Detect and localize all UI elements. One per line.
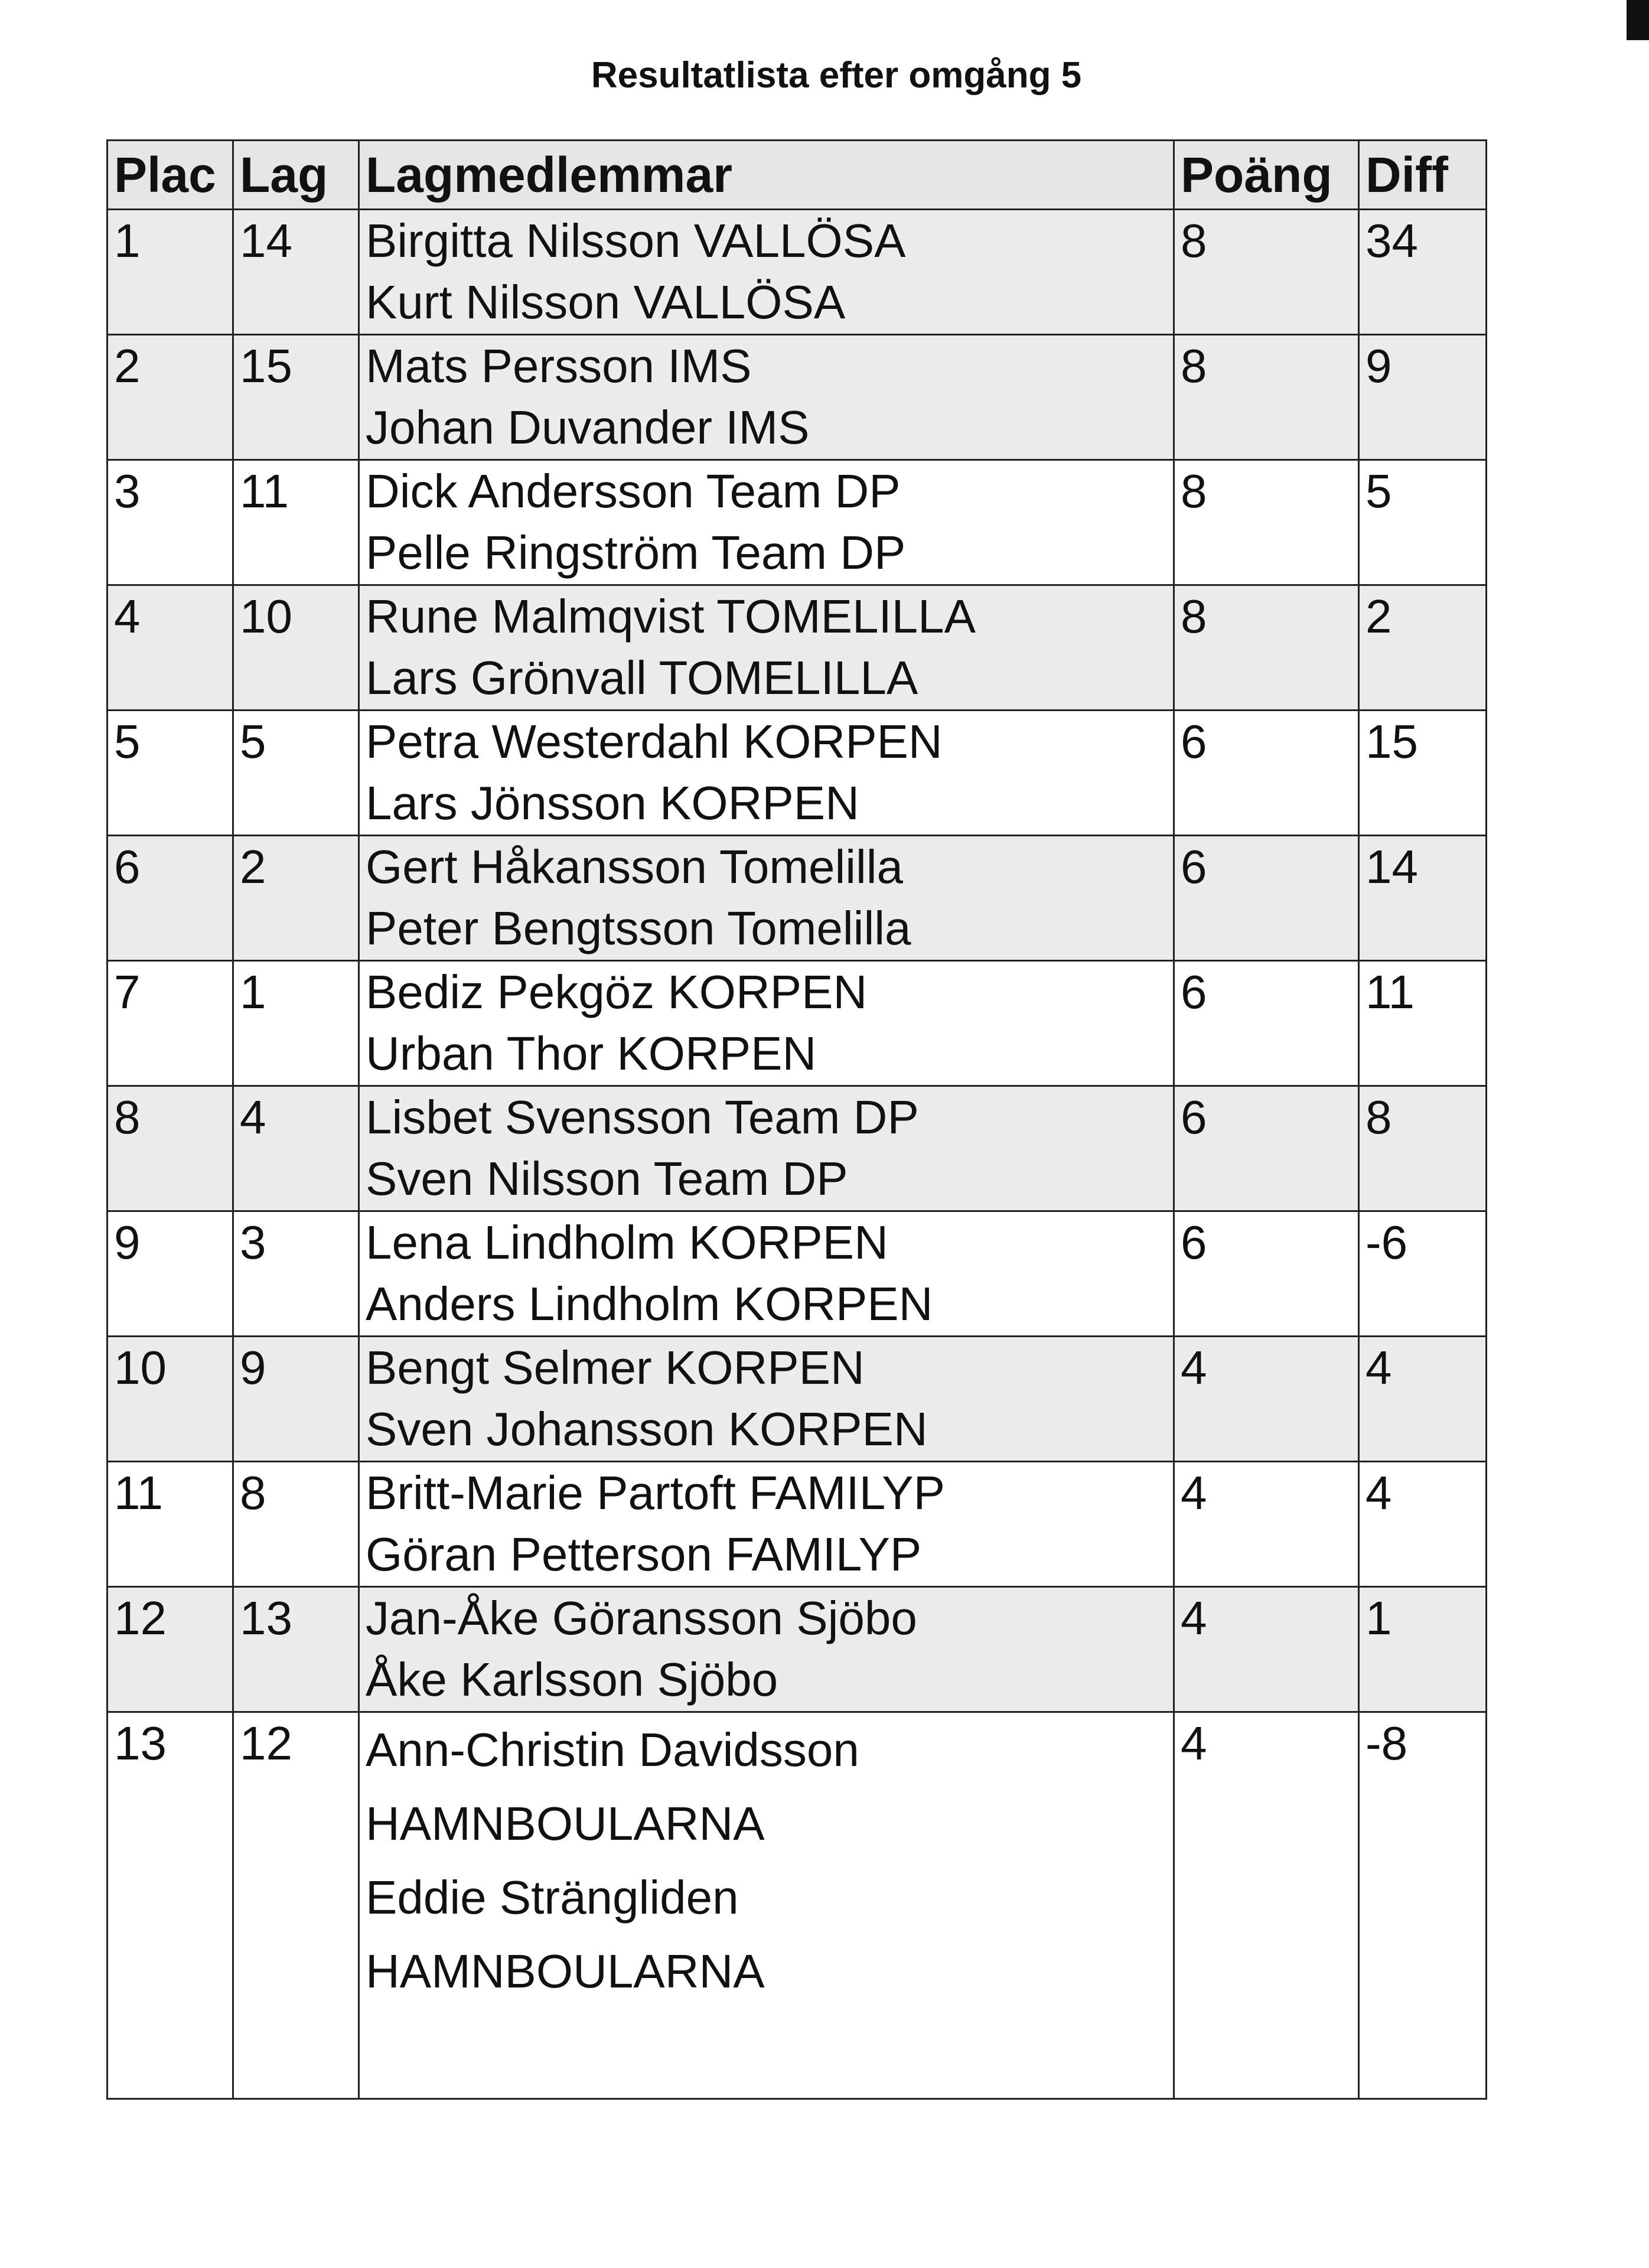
points-cell: 4 xyxy=(1174,1712,1359,2099)
header-row xyxy=(107,141,1487,210)
points-cell: 6 xyxy=(1174,1211,1359,1337)
member-name: Gert Håkansson Tomelilla xyxy=(366,840,904,893)
members-cell xyxy=(359,1712,1174,2099)
table-row xyxy=(107,1712,1487,2099)
lag-cell: 4 xyxy=(233,1086,359,1211)
plac-cell: 13 xyxy=(107,1712,233,2099)
lag-cell: 1 xyxy=(233,961,359,1086)
member-name: Petra Westerdahl KORPEN xyxy=(366,715,943,768)
plac-cell: 7 xyxy=(107,961,233,1086)
table-row xyxy=(107,1587,1487,1712)
member-name: Bediz Pekgöz KORPEN xyxy=(366,966,868,1018)
members-cell xyxy=(359,335,1174,460)
diff-cell: 4 xyxy=(1359,1462,1487,1587)
diff-cell: -8 xyxy=(1359,1712,1487,2099)
lag-cell: 9 xyxy=(233,1337,359,1462)
points-cell: 6 xyxy=(1174,711,1359,836)
member-name: Lars Jönsson KORPEN xyxy=(366,777,859,829)
table-row xyxy=(107,1086,1487,1211)
plac-cell: 3 xyxy=(107,460,233,585)
table-row xyxy=(107,1211,1487,1337)
diff-cell: 4 xyxy=(1359,1337,1487,1462)
header-diff: Diff xyxy=(1359,141,1487,210)
lag-cell: 14 xyxy=(233,210,359,335)
member-name: Anders Lindholm KORPEN xyxy=(366,1278,933,1330)
member-name: Johan Duvander IMS xyxy=(366,401,810,454)
diff-cell: 9 xyxy=(1359,335,1487,460)
members-cell xyxy=(359,1462,1174,1587)
points-cell: 6 xyxy=(1174,1086,1359,1211)
member-name: Jan-Åke Göransson Sjöbo xyxy=(366,1592,917,1644)
member-name: Lars Grönvall TOMELILLA xyxy=(366,651,918,704)
diff-cell: 14 xyxy=(1359,836,1487,961)
points-cell: 8 xyxy=(1174,335,1359,460)
points-cell: 8 xyxy=(1174,210,1359,335)
lag-cell: 10 xyxy=(233,585,359,711)
diff-cell: 2 xyxy=(1359,585,1487,711)
diff-cell: 8 xyxy=(1359,1086,1487,1211)
table-row xyxy=(107,1337,1487,1462)
table-row xyxy=(107,836,1487,961)
diff-cell: 34 xyxy=(1359,210,1487,335)
member-name: Kurt Nilsson VALLÖSA xyxy=(366,276,846,328)
points-cell: 4 xyxy=(1174,1337,1359,1462)
diff-cell: 15 xyxy=(1359,711,1487,836)
member-name: Göran Petterson FAMILYP xyxy=(366,1528,922,1581)
lag-cell: 5 xyxy=(233,711,359,836)
plac-cell: 6 xyxy=(107,836,233,961)
member-name: Mats Persson IMS xyxy=(366,340,752,392)
points-cell: 6 xyxy=(1174,836,1359,961)
plac-cell: 2 xyxy=(107,335,233,460)
members-cell xyxy=(359,1587,1174,1712)
lag-cell: 11 xyxy=(233,460,359,585)
member-name: Dick Andersson Team DP xyxy=(366,465,901,517)
points-cell: 8 xyxy=(1174,460,1359,585)
member-name: Urban Thor KORPEN xyxy=(366,1027,817,1080)
lag-cell: 12 xyxy=(233,1712,359,2099)
members-cell xyxy=(359,1337,1174,1462)
lag-cell: 15 xyxy=(233,335,359,460)
member-name: Lisbet Svensson Team DP xyxy=(366,1091,919,1143)
page-title: Resultatlista efter omgång 5 xyxy=(591,55,1082,96)
members-cell xyxy=(359,961,1174,1086)
member-name: Sven Nilsson Team DP xyxy=(366,1152,848,1205)
members-cell xyxy=(359,711,1174,836)
plac-cell: 1 xyxy=(107,210,233,335)
table-row xyxy=(107,1462,1487,1587)
member-name: Sven Johansson KORPEN xyxy=(366,1403,928,1455)
member-name: Pelle Ringström Team DP xyxy=(366,526,906,579)
plac-cell: 11 xyxy=(107,1462,233,1587)
header-members: Lagmedlemmar xyxy=(359,141,1174,210)
member-name: Eddie Strängliden xyxy=(366,1871,739,1924)
points-cell: 6 xyxy=(1174,961,1359,1086)
header-lag: Lag xyxy=(233,141,359,210)
plac-cell: 5 xyxy=(107,711,233,836)
diff-cell: 5 xyxy=(1359,460,1487,585)
points-cell: 4 xyxy=(1174,1587,1359,1712)
members-cell xyxy=(359,836,1174,961)
member-name: Britt-Marie Partoft FAMILYP xyxy=(366,1467,945,1519)
results-table xyxy=(106,139,1487,2100)
table-row xyxy=(107,961,1487,1086)
table-row xyxy=(107,210,1487,335)
header-plac: Plac xyxy=(107,141,233,210)
diff-cell: 11 xyxy=(1359,961,1487,1086)
members-cell xyxy=(359,210,1174,335)
member-name: Lena Lindholm KORPEN xyxy=(366,1216,888,1269)
member-name: Åke Karlsson Sjöbo xyxy=(366,1653,778,1706)
plac-cell: 10 xyxy=(107,1337,233,1462)
diff-cell: 1 xyxy=(1359,1587,1487,1712)
plac-cell: 9 xyxy=(107,1211,233,1337)
member-club: HAMNBOULARNA xyxy=(366,1797,765,1850)
members-cell xyxy=(359,585,1174,711)
members-cell xyxy=(359,1086,1174,1211)
table-row xyxy=(107,460,1487,585)
member-club: HAMNBOULARNA xyxy=(366,1945,765,1997)
points-cell: 4 xyxy=(1174,1462,1359,1587)
plac-cell: 8 xyxy=(107,1086,233,1211)
lag-cell: 13 xyxy=(233,1587,359,1712)
scan-edge-mark xyxy=(1627,0,1649,40)
table-row xyxy=(107,711,1487,836)
member-name: Peter Bengtsson Tomelilla xyxy=(366,902,911,954)
members-cell xyxy=(359,1211,1174,1337)
member-name: Bengt Selmer KORPEN xyxy=(366,1341,865,1394)
header-points: Poäng xyxy=(1174,141,1359,210)
lag-cell: 2 xyxy=(233,836,359,961)
plac-cell: 4 xyxy=(107,585,233,711)
member-name: Ann-Christin Davidsson xyxy=(366,1723,859,1776)
lag-cell: 8 xyxy=(233,1462,359,1587)
member-name: Birgitta Nilsson VALLÖSA xyxy=(366,214,906,267)
points-cell: 8 xyxy=(1174,585,1359,711)
plac-cell: 12 xyxy=(107,1587,233,1712)
diff-cell: -6 xyxy=(1359,1211,1487,1337)
table-row xyxy=(107,335,1487,460)
members-cell xyxy=(359,460,1174,585)
table-row xyxy=(107,585,1487,711)
lag-cell: 3 xyxy=(233,1211,359,1337)
member-name: Rune Malmqvist TOMELILLA xyxy=(366,590,976,643)
